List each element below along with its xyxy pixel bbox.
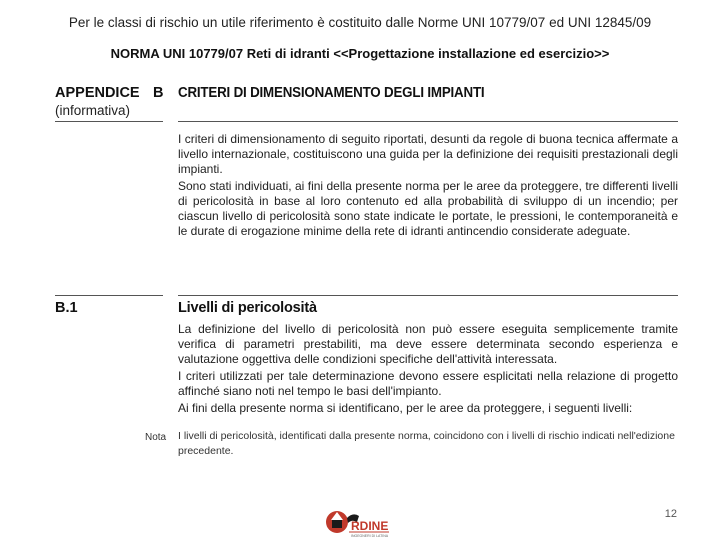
appendix-label: APPENDICE: [55, 85, 140, 101]
section-left-rule: [55, 295, 163, 296]
note-text: I livelli di pericolosità, identificati dalla presente norma, coincidono con i livelli di rischio indicati nell'edizione precedente.: [178, 430, 675, 457]
appendix-heading: CRITERI DI DIMENSIONAMENTO DEGLI IMPIANTI: [178, 85, 485, 101]
document-title: NORMA UNI 10779/07 Reti di idranti <<Progettazione installazione ed esercizio>>: [110, 46, 610, 61]
ordine-logo-graphic: [323, 498, 395, 540]
appendix-body: [178, 132, 678, 239]
section-paragraph: La definizione del livello di pericolosità non può essere eseguita semplicemente tramite verifica di parametri prestabiliti, ma deve essere determinata secondo esperienza e valutazione oggettiva delle condizioni specifiche dell'attività interessata.: [178, 322, 678, 366]
appendix-letter: B: [153, 85, 164, 101]
slide-header: Per le classi di rischio un utile riferimento è costituito dalle Norme UNI 10779/07 ed UNI 12845/09: [68, 15, 652, 30]
section-right-rule: [178, 295, 678, 296]
ordine-logo: [323, 498, 395, 540]
section-paragraph: I criteri utilizzati per tale determinazione devono essere esplicitati nella relazione di progetto affinché siano noti nel tempo le basi dell'impianto.: [178, 369, 678, 398]
appendix-paragraph: I criteri di dimensionamento di seguito riportati, desunti da regole di buona tecnica affermate a livello internazionale, costituiscono una guida per la definizione dei requisiti prestazionali degli impianti.: [178, 132, 678, 176]
section-paragraph: Ai fini della presente norma si identificano, per le aree da proteggere, i seguenti livelli:: [178, 401, 633, 415]
appendix-right-rule: [178, 121, 678, 122]
note-label: Nota: [145, 432, 167, 443]
section-heading: Livelli di pericolosità: [178, 300, 317, 316]
page-number: 12: [664, 508, 677, 520]
appendix-sublabel: (informativa): [55, 103, 131, 118]
section-number: B.1: [55, 300, 78, 316]
appendix-left-rule: [55, 121, 163, 122]
section-body: [178, 322, 678, 416]
appendix-paragraph: Sono stati individuati, ai fini della presente norma per le aree da proteggere, tre differenti livelli di pericolosità in base al loro contenuto ed alla probabilità di sviluppo di un incendio; per ciascun livello di pericolosità sono state indicate le portate, le pressioni, le contemporaneità e le durate di erogazione minime della rete di idranti antincendio considerate adeguate.: [178, 179, 678, 238]
svg-text:INGEGNERI DI LATINA: INGEGNERI DI LATINA: [351, 534, 389, 538]
svg-text:RDINE: RDINE: [351, 519, 389, 533]
